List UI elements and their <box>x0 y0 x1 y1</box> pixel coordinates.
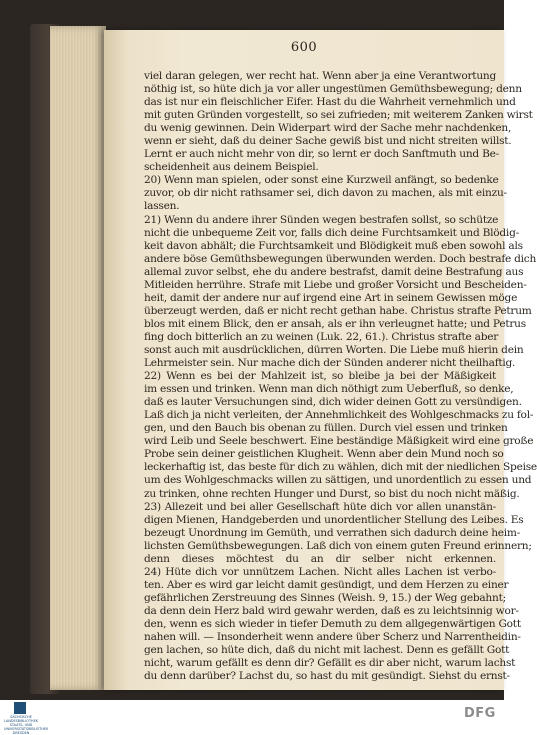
slub-logo-label: SÄCHSISCHE LANDESBIBLIOTHEK STAATS- UND UNIVERSITÄTSBIBLIOTHEK DRESDEN <box>4 715 49 735</box>
book-page <box>104 30 537 690</box>
text-line: den, wenn es sich wieder in tiefer Demuth zu dem allgegenwärtigen Gott <box>144 617 521 630</box>
slub-logo <box>4 702 49 735</box>
text-line: Mitleiden herrühre. Strafe mit Liebe und großer Vorsicht und Bescheiden- <box>144 278 527 291</box>
text-line: nicht, warum gefällt es denn dir? Gefällt es dir aber nicht, warum lachst <box>144 657 516 670</box>
text-line: das ist nur ein fleischlicher Eifer. Hast du die Wahrheit vernehmlich und <box>144 96 516 109</box>
text-line: 22) Wenn es bei der Mahlzeit ist, so bleibe ja bei der Mäßigkeit <box>144 370 496 383</box>
text-line: 24) Hüte dich vor unnützem Lachen. Nicht alles Lachen ist verbo- <box>144 565 496 578</box>
text-line: wenn er sieht, daß du deiner Sache gewiß bist und nicht streiten willst. <box>144 135 512 148</box>
text-line: du denn darüber? Lachst du, so hast du mit gesündigt. Siehst du ernst- <box>144 670 510 683</box>
text-line: allemal zuvor selbst, ehe du andere bestrafst, damit deine Bestrafung aus <box>144 265 524 278</box>
text-line: Laß dich ja nicht verleiten, der Annehmlichkeit des Wohlgeschmacks zu fol- <box>144 409 534 422</box>
text-line: nahen will. — Insonderheit wenn andere über Scherz und Narrentheidin- <box>144 631 521 644</box>
text-line: keit davon abhält; die Furchtsamkeit und Blödigkeit muß eben sowohl als <box>144 239 523 252</box>
text-line: da denn dein Herz bald wird gewahr werden, daß es zu leichtsinnig wor- <box>144 604 519 617</box>
text-line: gefährlichen Zerstreuung des Sinnes (Weish. 9, 15.) der Weg gebahnt; <box>144 591 506 604</box>
text-line: 20) Wenn man spielen, oder sonst eine Kurzweil anfängt, so bedenke <box>144 174 499 187</box>
text-line: wird Leib und Seele beschwert. Eine beständige Mäßigkeit wird eine große <box>144 435 534 448</box>
text-line: du wenig gewinnen. Dein Widerpart wird der Sache mehr nachdenken, <box>144 122 512 135</box>
text-line: Probe sein deiner geistlichen Klugheit. Wenn aber dein Mund noch so <box>144 448 504 461</box>
text-line: heit, damit der andere nur auf irgend eine Art in seinem Gewissen möge <box>144 291 518 304</box>
text-line: digen Mienen, Handgeberden und unordentlicher Stellung des Leibes. Es <box>144 513 524 526</box>
text-line: andere böse Gemüthsbewegungen überwunden werden. Doch bestrafe dich <box>144 252 537 265</box>
text-line: nicht die unbequeme Zeit vor, falls dich deine Furchtsamkeit und Blödig- <box>144 226 519 239</box>
text-line: leckerhaftig ist, das beste für dich zu wählen, dich mit der niedlichen Speise <box>144 461 537 474</box>
text-line: daß es lauter Versuchungen sind, dich wider deinen Gott zu versündigen. <box>144 396 522 409</box>
text-line: um des Wohlgeschmacks willen zu sättigen, und unordentlich zu essen und <box>144 474 532 487</box>
text-line: Lernt er auch nicht mehr von dir, so lernt er doch Sanftmuth und Be- <box>144 148 499 161</box>
text-line: scheidenheit aus deinem Beispiel. <box>144 161 319 174</box>
text-line: überzeugt werden, daß er nicht recht gethan habe. Christus strafte Petrum <box>144 304 532 317</box>
text-line: mit guten Gründen vorgestellt, so sei zufrieden; mit weiterem Zanken wirst <box>144 109 533 122</box>
footer-bar <box>0 700 504 735</box>
text-line: blos mit einem Blick, den er ansah, als er ihn verleugnet hatte; und Petrus <box>144 317 526 330</box>
text-line: lassen. <box>144 200 180 213</box>
dfg-logo: DFG <box>464 706 496 721</box>
text-line: zuvor, ob dir nicht rathsamer sei, dich davon zu machen, als mit einzu- <box>144 187 507 200</box>
page-number: 600 <box>290 40 318 55</box>
text-line: lichsten Gemüthsbewegungen. Laß dich von einem guten Freund erinnern; <box>144 539 532 552</box>
text-line: zu trinken, ohne rechten Hunger und Durst, so bist du noch nicht mäßig. <box>144 487 520 500</box>
text-line: sonst auch mit ausdrücklichen, dürren Worten. Die Liebe muß hierin dein <box>144 343 524 356</box>
page-edges <box>50 26 106 690</box>
text-line: bezeugt Unordnung im Gemüth, und verrathen sich dadurch deine heim- <box>144 526 521 539</box>
text-line: gen, und den Bauch bis obenan zu füllen. Durch viel essen und trinken <box>144 422 508 435</box>
text-line: denn dieses möchtest du an dir selber nicht erkennen. <box>144 552 496 565</box>
page-text <box>144 70 537 683</box>
slub-logo-icon <box>14 702 26 714</box>
text-line: viel daran gelegen, wer recht hat. Wenn aber ja eine Verantwortung <box>144 70 496 82</box>
text-line: im essen und trinken. Wenn man dich nöthigt zum Ueberfluß, so denke, <box>144 383 514 396</box>
text-line: 23) Allezeit und bei aller Gesellschaft hüte dich vor allen unanstän- <box>144 500 496 513</box>
text-line: Lehrmeister sein. Nur mache dich der Sünden anderer nicht theilhaftig. <box>144 357 516 370</box>
text-line: ten. Aber es wird gar leicht damit gesündigt, und dem Herzen zu einer <box>144 578 509 591</box>
text-line: nöthig ist, so hüte dich ja vor aller ungestümen Gemüthsbewegung; denn <box>144 83 522 96</box>
text-line: 21) Wenn du andere ihrer Sünden wegen bestrafen sollst, so schütze <box>144 213 499 226</box>
text-line: fing doch bitterlich an zu weinen (Luk. 22, 61.). Christus strafte aber <box>144 330 499 343</box>
text-line: gen lachen, so hüte dich, daß du nicht mit lachest. Denn es gefällt Gott <box>144 644 510 657</box>
